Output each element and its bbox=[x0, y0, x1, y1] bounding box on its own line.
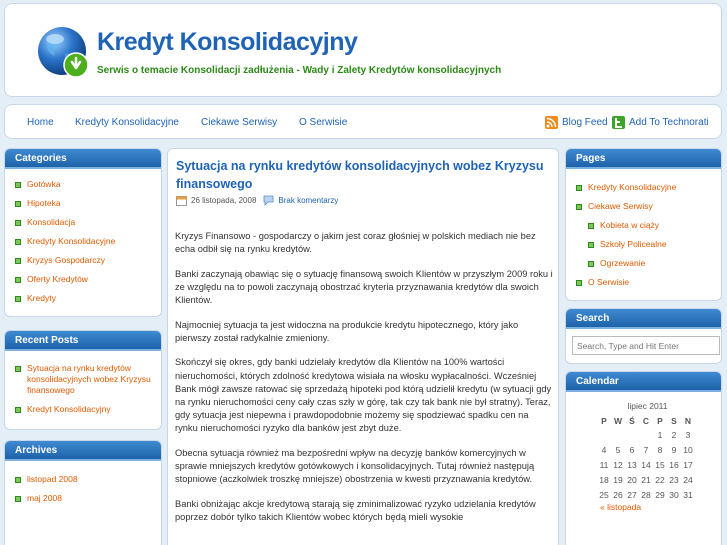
weekday: Ś bbox=[629, 416, 635, 426]
page-link-ciekawe-serwisy[interactable]: Ciekawe Serwisy bbox=[588, 201, 653, 211]
calendar-week bbox=[597, 458, 695, 473]
calendar-icon bbox=[176, 195, 187, 206]
technorati-label: Add To Technorati bbox=[629, 117, 709, 128]
recent-post-item[interactable] bbox=[15, 404, 161, 415]
category-link-kredyty[interactable]: Kredyty bbox=[27, 293, 56, 303]
calendar-days bbox=[597, 428, 695, 502]
page-subitem[interactable] bbox=[588, 258, 721, 269]
nav-home[interactable]: Home bbox=[27, 117, 54, 128]
post-meta bbox=[176, 195, 338, 206]
post-comments-link[interactable]: Brak komentarzy bbox=[278, 196, 339, 205]
calendar-title: Calendar bbox=[566, 372, 721, 392]
site-tagline: Serwis o temacie Konsolidacji zadłużenia - Wady i Zalety Kredytów konsolidacyjnych bbox=[97, 65, 502, 76]
add-to-technorati-link[interactable] bbox=[612, 116, 709, 129]
weekday: P bbox=[657, 416, 663, 426]
post-date: 26 listopada, 2008 bbox=[191, 196, 257, 205]
weekday: W bbox=[613, 416, 623, 426]
calendar-day bbox=[625, 428, 639, 443]
calendar-day: 11 bbox=[599, 459, 609, 470]
calendar-day: 25 bbox=[599, 489, 609, 500]
page-item[interactable] bbox=[576, 201, 721, 212]
calendar-day: 10 bbox=[683, 445, 693, 456]
calendar-day: 1 bbox=[657, 430, 663, 441]
calendar-day: 30 bbox=[669, 489, 679, 500]
calendar-day: 23 bbox=[669, 474, 679, 485]
calendar-week bbox=[597, 487, 695, 502]
calendar-weekdays bbox=[597, 414, 695, 428]
calendar-day: 24 bbox=[683, 474, 693, 485]
calendar-month: lipiec 2011 bbox=[627, 401, 668, 411]
search-input[interactable] bbox=[572, 336, 720, 355]
page-item[interactable] bbox=[576, 182, 721, 193]
categories-widget bbox=[4, 148, 162, 317]
calendar-day: 14 bbox=[641, 459, 651, 470]
search-widget bbox=[565, 308, 722, 364]
calendar-day: 3 bbox=[685, 430, 691, 441]
calendar-day: 8 bbox=[657, 445, 663, 456]
rss-icon bbox=[545, 116, 558, 129]
weekday: P bbox=[601, 416, 607, 426]
post-paragraph: Najmocniej sytuacja ta jest widoczna na produkcie kredytu hipotecznego, który jako pierwszy został radykalnie zmieniony. bbox=[175, 319, 519, 343]
calendar-day: 22 bbox=[655, 474, 665, 485]
category-link-kredyty-konsolidacyjne[interactable]: Kredyty Konsolidacyjne bbox=[27, 236, 116, 246]
calendar-week bbox=[597, 443, 695, 458]
weekday: N bbox=[684, 416, 692, 426]
recent-post-link[interactable]: Kredyt Konsolidacyjny bbox=[27, 404, 111, 414]
calendar-day: 21 bbox=[641, 474, 651, 485]
calendar-day: 17 bbox=[683, 459, 693, 470]
post-paragraph: Banki zaczynają obawiąc się o sytuację finansową swoich Klientów w przyszłym 2009 roku i ze względu na to powoli zaczynają obostrzać kryteria przyznawania kredytów dla swoich Klientów. bbox=[175, 268, 553, 306]
category-link-oferty-kredytow[interactable]: Oferty Kredytów bbox=[27, 274, 88, 284]
archive-link-maj-2008[interactable]: maj 2008 bbox=[27, 493, 62, 503]
category-link-kryzys-gospodarczy[interactable]: Kryzys Gospodarczy bbox=[27, 255, 105, 265]
calendar-day: 2 bbox=[671, 430, 677, 441]
site-title[interactable]: Kredyt Konsolidacyjny bbox=[97, 28, 358, 56]
weekday: S bbox=[671, 416, 677, 426]
calendar-day: 29 bbox=[655, 489, 665, 500]
calendar-day: 5 bbox=[615, 445, 621, 456]
calendar-day: 12 bbox=[613, 459, 623, 470]
calendar-day: 27 bbox=[627, 489, 637, 500]
post-paragraph: Obecna sytuacja również ma bezpośredni wpływ na decyzję banków komercyjnych w sprawie mniejszych kredytów gotówkowych i konsolidacyjnych. Tutaj również następują stopniowe (aczkolwiek troszkę mniejsze) obostrzenia w kwesti przyznawania kredytów. bbox=[175, 447, 535, 485]
calendar-prev-month-link[interactable]: « listopada bbox=[600, 502, 642, 512]
archives-title: Archives bbox=[5, 441, 161, 461]
blog-feed-label: Blog Feed bbox=[562, 117, 608, 128]
category-item[interactable] bbox=[15, 255, 161, 266]
category-item[interactable] bbox=[15, 217, 161, 228]
calendar-day: 26 bbox=[613, 489, 623, 500]
recent-post-link[interactable]: Sytuacja na rynku kredytów konsolidacyjnych wobez Kryzysu finansowego bbox=[27, 363, 151, 395]
recent-post-item[interactable] bbox=[15, 363, 161, 396]
page-link-szkoly-policealne[interactable]: Szkoły Policealne bbox=[600, 239, 667, 249]
top-navigation bbox=[4, 104, 722, 139]
archive-item[interactable] bbox=[15, 474, 161, 485]
calendar-table bbox=[597, 414, 695, 502]
page-link-kobieta-w-ciazy[interactable]: Kobieta w ciąży bbox=[600, 220, 660, 230]
nav-o-serwisie[interactable]: O Serwisie bbox=[299, 117, 348, 128]
search-title: Search bbox=[566, 309, 721, 329]
calendar-day: 15 bbox=[655, 459, 665, 470]
category-item[interactable] bbox=[15, 274, 161, 285]
site-header bbox=[4, 3, 722, 97]
category-link-hipoteka[interactable]: Hipoteka bbox=[27, 198, 61, 208]
calendar-day: 20 bbox=[627, 474, 637, 485]
post-article bbox=[167, 148, 559, 545]
page-link-kredyty-konsolidacyjne[interactable]: Kredyty Konsolidacyjne bbox=[588, 182, 677, 192]
calendar-day bbox=[611, 428, 625, 443]
pages-widget bbox=[565, 148, 722, 301]
calendar-day: 13 bbox=[627, 459, 637, 470]
nav-ciekawe-serwisy[interactable]: Ciekawe Serwisy bbox=[201, 117, 278, 128]
archive-item[interactable] bbox=[15, 493, 161, 504]
calendar-day bbox=[639, 428, 653, 443]
calendar-widget bbox=[565, 371, 722, 545]
calendar-day bbox=[597, 428, 611, 443]
calendar-day: 18 bbox=[599, 474, 609, 485]
calendar-week bbox=[597, 428, 695, 443]
page-link-o-serwisie[interactable]: O Serwisie bbox=[588, 277, 630, 287]
page-link-ogrzewanie[interactable]: Ogrzewanie bbox=[600, 258, 646, 268]
calendar-day: 9 bbox=[671, 445, 677, 456]
calendar-week bbox=[597, 472, 695, 487]
calendar-day: 7 bbox=[643, 445, 649, 456]
page-subitem[interactable] bbox=[588, 220, 721, 231]
weekday: C bbox=[642, 416, 650, 426]
category-link-gotowka[interactable]: Gotówka bbox=[27, 179, 61, 189]
post-title[interactable]: Sytuacja na rynku kredytów konsolidacyjnych wobez Kryzysu finansowego bbox=[176, 159, 544, 191]
calendar-day: 28 bbox=[641, 489, 651, 500]
archive-link-listopad-2008[interactable]: listopad 2008 bbox=[27, 474, 78, 484]
post-paragraph: Skończył się okres, gdy banki udzielały kredytów dla Klientów na 100% wartości nieruchomości, których zdolność kredytowa wisiała na włosku wypłacalności. Wcześniej Bank mógł zawsze ratować się sprzedażą hipoteki pod którą udzielił kredytu (w sytuacji gdy na rynku nieruchomości ceny cały czas szły w górę, tak czy tak bank nie był stratny). Teraz, gdy sytuacja jest niepewna i prawdopodobnie możemy się spodziewać spadku cen na rynku nieruchomości ryzyko dla banków jest zbyt duże. bbox=[175, 357, 552, 434]
calendar-day: 31 bbox=[683, 489, 693, 500]
calendar-day: 4 bbox=[601, 445, 607, 456]
page-item[interactable] bbox=[576, 277, 721, 288]
pages-title: Pages bbox=[566, 149, 721, 169]
category-item[interactable] bbox=[15, 236, 161, 247]
calendar-day: 6 bbox=[629, 445, 635, 456]
categories-title: Categories bbox=[5, 149, 161, 169]
technorati-icon bbox=[612, 116, 625, 129]
nav-kredyty-konsolidacyjne[interactable]: Kredyty Konsolidacyjne bbox=[75, 117, 179, 128]
calendar-day: 16 bbox=[669, 459, 679, 470]
category-item[interactable] bbox=[15, 293, 161, 304]
blog-feed-link[interactable] bbox=[545, 116, 608, 129]
category-item[interactable] bbox=[15, 179, 161, 190]
category-item[interactable] bbox=[15, 198, 161, 209]
post-paragraph: Kryzys Finansowo - gospodarczy o jakim jest coraz głośniej w polskich mediach nie bez echa odbił się na rynku kredytów. bbox=[175, 231, 536, 255]
archives-widget bbox=[4, 440, 162, 545]
post-content bbox=[175, 230, 553, 535]
page-subitem[interactable] bbox=[588, 239, 721, 250]
recent-posts-title: Recent Posts bbox=[5, 331, 161, 351]
calendar-day: 19 bbox=[613, 474, 623, 485]
comment-icon bbox=[263, 195, 274, 206]
globe-download-logo-icon[interactable] bbox=[35, 24, 93, 82]
post-paragraph: Banki obniżając akcje kredytową starają się zminimalizować ryzyko udzielania kredytów poprzez dobór tylko takich Klientów wobec których będą mieli wysokie bbox=[175, 498, 536, 522]
recent-posts-widget bbox=[4, 330, 162, 430]
category-link-konsolidacja[interactable]: Konsolidacja bbox=[27, 217, 76, 227]
